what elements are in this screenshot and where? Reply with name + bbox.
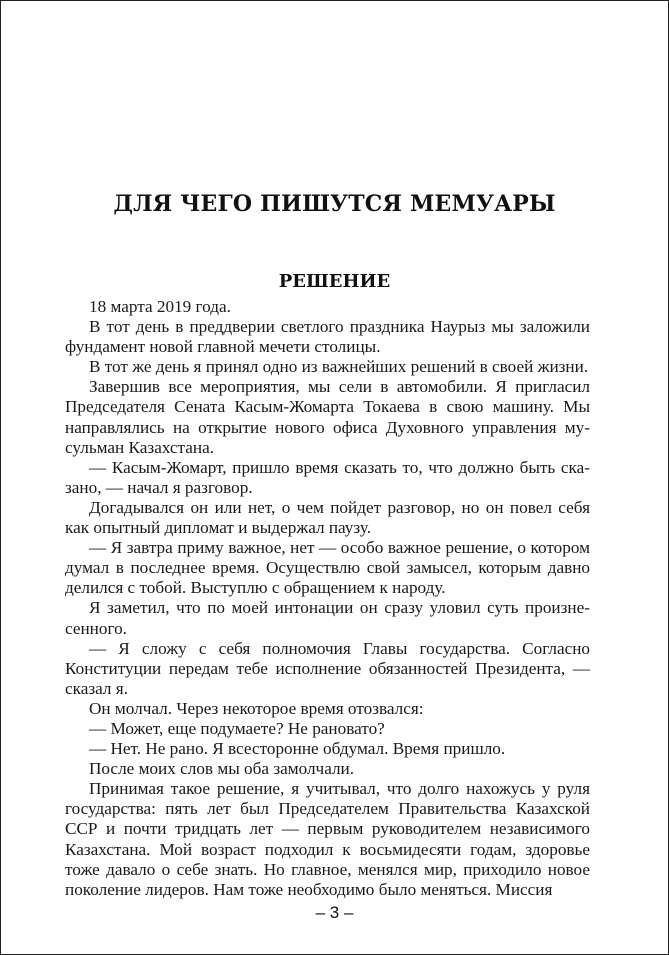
section-title: РЕШЕНИЕ — [278, 271, 391, 292]
page-number: – 3 – — [315, 903, 354, 922]
paragraph: Он молчал. Через некоторое время отозвался: — [89, 698, 424, 718]
paragraph: В тот же день я принял одно из важнейших решений в своей жизни. — [89, 357, 589, 377]
chapter-title: ДЛЯ ЧЕГО ПИШУТСЯ МЕМУАРЫ — [113, 191, 556, 217]
paragraph: После моих слов мы оба замолчали. — [89, 759, 355, 779]
paragraph: — Я сложу с себя полномочия Главы государства. Согласно Конституции передам тебе исполнение обязанностей Президента, — сказал я. — [65, 638, 590, 698]
paragraph: — Я завтра приму важное, нет — особо важное решение, о котором думал в последнее время. Осуществлю свой замысел, которым давно делился с тобой. Выступлю с обращением к народу. — [65, 538, 590, 598]
paragraph: — Может, еще подумаете? Не рановато? — [89, 718, 385, 738]
paragraph: В тот день в преддверии светлого праздника Наурыз мы заложили фундамент новой главной мечети столицы. — [65, 317, 590, 357]
paragraph: Завершив все мероприятия, мы сели в автомобили. Я пригласил Председателя Сената Касым-Жомарта Токаева в свою машину. Мы направлялись на открытие нового офиса Духовного управления мусульман Казахстана. — [65, 377, 590, 457]
paragraph: — Касым-Жомарт, пришло время сказать то, что должно быть сказано, — начал я разговор. — [65, 457, 590, 497]
paragraph: Догадывался он или нет, о чем пойдет разговор, но он повел себя как опытный дипломат и выдержал паузу. — [65, 497, 590, 538]
paragraph: Я заметил, что по моей интонации он сразу уловил суть произнесенного. — [65, 598, 590, 638]
paragraph: 18 марта 2019 года. — [89, 297, 231, 316]
body-text — [65, 297, 590, 900]
paragraph: Принимая такое решение, я учитывал, что долго нахожусь у руля государства: пять лет был Председателем Правительства Казахской ССР и почти тридцать лет — первым руководителем независимого Казахстана. Мой возраст подходил к восьмидесяти годам, здоровье тоже давало о себе знать. Но главное, менялся мир, приходило новое поколение лидеров. Нам тоже необходимо было меняться. Миссия — [65, 779, 590, 899]
paragraph: — Нет. Не рано. Я всесторонне обдумал. Время пришло. — [89, 739, 506, 759]
